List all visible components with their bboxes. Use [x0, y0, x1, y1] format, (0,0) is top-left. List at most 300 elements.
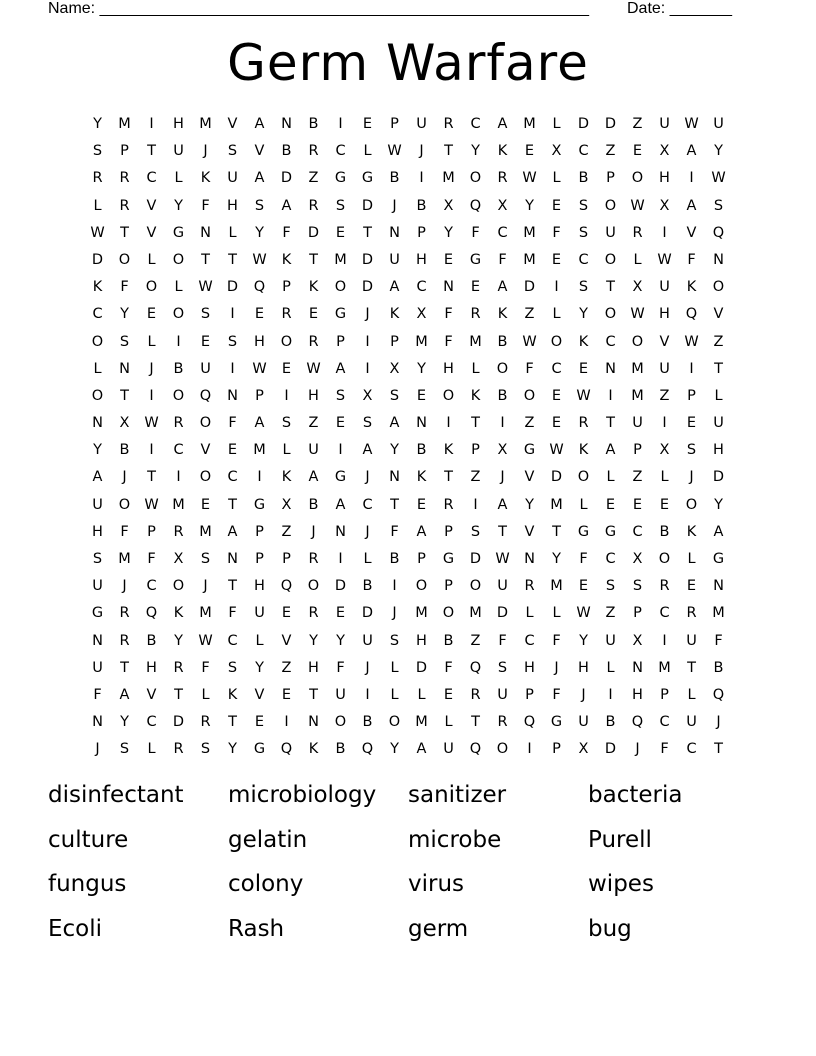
grid-letter[interactable]: H	[416, 251, 427, 268]
grid-letter[interactable]: D	[280, 170, 293, 187]
grid-letter[interactable]: A	[254, 170, 265, 187]
grid-letter[interactable]: Y	[714, 143, 723, 160]
grid-letter[interactable]: A	[281, 197, 292, 214]
grid-letter[interactable]: K	[578, 333, 589, 350]
grid-letter[interactable]: T	[147, 469, 156, 486]
grid-letter[interactable]: Q	[523, 714, 536, 731]
grid-letter[interactable]: E	[254, 306, 265, 323]
grid-letter[interactable]: C	[227, 632, 238, 649]
grid-letter[interactable]: R	[92, 170, 103, 187]
grid-letter[interactable]: N	[92, 632, 103, 649]
grid-letter[interactable]: A	[308, 469, 319, 486]
grid-letter[interactable]: P	[390, 116, 399, 132]
grid-letter[interactable]: H	[254, 578, 265, 595]
grid-letter[interactable]: M	[199, 605, 212, 622]
grid-letter[interactable]: Q	[469, 741, 482, 758]
grid-letter[interactable]: A	[254, 116, 265, 132]
grid-letter[interactable]: N	[335, 523, 346, 540]
grid-letter[interactable]: M	[442, 170, 455, 187]
grid-letter[interactable]: O	[604, 197, 617, 214]
grid-letter[interactable]: S	[119, 333, 130, 350]
grid-letter[interactable]: Y	[336, 632, 345, 649]
grid-letter[interactable]: C	[632, 523, 643, 540]
grid-letter[interactable]: R	[173, 741, 184, 758]
grid-letter[interactable]: G	[712, 551, 725, 567]
grid-letter[interactable]: F	[120, 279, 129, 296]
grid-letter[interactable]: T	[228, 251, 237, 268]
grid-letter[interactable]: T	[687, 659, 696, 676]
grid-letter[interactable]: D	[361, 279, 374, 296]
grid-letter[interactable]: U	[659, 116, 670, 132]
name-field-label[interactable]: Name: _______________________________________________________	[48, 0, 589, 17]
grid-letter[interactable]: O	[631, 333, 644, 350]
grid-letter[interactable]: E	[281, 605, 292, 622]
grid-letter[interactable]: A	[119, 686, 130, 703]
grid-letter[interactable]: L	[552, 116, 561, 132]
grid-letter[interactable]: E	[335, 415, 346, 432]
grid-letter[interactable]: A	[335, 360, 346, 377]
grid-letter[interactable]: E	[200, 496, 211, 513]
grid-letter[interactable]: U	[686, 632, 697, 649]
grid-letter[interactable]: L	[147, 251, 156, 268]
grid-letter[interactable]: G	[334, 170, 347, 187]
grid-letter[interactable]: E	[254, 714, 265, 731]
grid-letter[interactable]: E	[686, 415, 697, 432]
grid-letter[interactable]: I	[176, 333, 181, 350]
grid-letter[interactable]: U	[416, 116, 427, 132]
grid-letter[interactable]: R	[119, 605, 130, 622]
grid-letter[interactable]: F	[687, 251, 696, 268]
grid-letter[interactable]: P	[282, 551, 291, 567]
grid-letter[interactable]: A	[605, 442, 616, 459]
grid-letter[interactable]: V	[227, 116, 238, 132]
grid-letter[interactable]: Y	[525, 496, 534, 513]
grid-letter[interactable]: L	[282, 442, 291, 459]
grid-letter[interactable]: T	[606, 415, 615, 432]
grid-letter[interactable]: C	[524, 632, 535, 649]
grid-letter[interactable]: C	[146, 170, 157, 187]
grid-letter[interactable]: L	[147, 333, 156, 350]
grid-letter[interactable]: F	[579, 551, 588, 567]
grid-letter[interactable]: R	[443, 116, 454, 132]
grid-letter[interactable]: M	[253, 442, 266, 459]
grid-letter[interactable]: S	[227, 659, 238, 676]
grid-letter[interactable]: O	[658, 551, 671, 567]
grid-letter[interactable]: K	[416, 469, 427, 486]
grid-letter[interactable]: K	[173, 605, 184, 622]
grid-letter[interactable]: D	[604, 116, 617, 132]
grid-letter[interactable]: O	[604, 306, 617, 323]
grid-letter[interactable]: T	[390, 496, 399, 513]
grid-letter[interactable]: L	[552, 170, 561, 187]
grid-letter[interactable]: E	[578, 360, 589, 377]
grid-letter[interactable]: I	[176, 469, 181, 486]
grid-letter[interactable]: O	[199, 415, 212, 432]
grid-letter[interactable]: L	[687, 686, 696, 703]
grid-letter[interactable]: F	[444, 306, 453, 323]
grid-letter[interactable]: Z	[308, 170, 319, 187]
grid-letter[interactable]: X	[497, 442, 508, 459]
grid-letter[interactable]: Y	[120, 714, 129, 731]
grid-letter[interactable]: A	[335, 496, 346, 513]
grid-letter[interactable]: V	[254, 143, 265, 160]
grid-letter[interactable]: I	[338, 116, 343, 132]
grid-letter[interactable]: R	[632, 224, 643, 241]
grid-letter[interactable]: V	[200, 442, 211, 459]
grid-letter[interactable]: E	[605, 496, 616, 513]
grid-letter[interactable]: B	[389, 170, 400, 187]
grid-letter[interactable]: Y	[255, 659, 264, 676]
grid-letter[interactable]: O	[604, 251, 617, 268]
grid-letter[interactable]: Q	[280, 741, 293, 758]
grid-letter[interactable]: T	[309, 251, 318, 268]
grid-letter[interactable]: I	[662, 632, 667, 649]
grid-letter[interactable]: X	[551, 143, 562, 160]
grid-letter[interactable]: Y	[309, 632, 318, 649]
grid-letter[interactable]: I	[689, 360, 694, 377]
grid-letter[interactable]: N	[227, 551, 238, 567]
grid-letter[interactable]: S	[227, 333, 238, 350]
grid-letter[interactable]: E	[659, 496, 670, 513]
grid-letter[interactable]: I	[230, 360, 235, 377]
grid-letter[interactable]: B	[497, 333, 508, 350]
grid-letter[interactable]: P	[444, 578, 453, 595]
grid-letter[interactable]: A	[227, 523, 238, 540]
grid-letter[interactable]: I	[257, 469, 262, 486]
grid-letter[interactable]: M	[172, 496, 185, 513]
grid-letter[interactable]: Y	[714, 496, 723, 513]
grid-letter[interactable]: D	[523, 279, 536, 296]
grid-letter[interactable]: M	[199, 523, 212, 540]
grid-letter[interactable]: W	[576, 605, 591, 622]
grid-letter[interactable]: K	[227, 686, 238, 703]
grid-letter[interactable]: W	[630, 197, 645, 214]
grid-letter[interactable]: B	[335, 741, 346, 758]
grid-letter[interactable]: E	[524, 143, 535, 160]
grid-letter[interactable]: X	[632, 551, 643, 567]
grid-letter[interactable]: L	[147, 741, 156, 758]
grid-letter[interactable]: M	[658, 659, 671, 676]
grid-letter[interactable]: Q	[469, 659, 482, 676]
grid-letter[interactable]: A	[416, 523, 427, 540]
grid-letter[interactable]: I	[149, 387, 154, 404]
grid-letter[interactable]: E	[416, 496, 427, 513]
grid-letter[interactable]: J	[500, 469, 505, 486]
grid-letter[interactable]: K	[200, 170, 211, 187]
grid-letter[interactable]: J	[122, 469, 127, 486]
grid-letter[interactable]: N	[200, 224, 211, 241]
grid-letter[interactable]: J	[365, 659, 370, 676]
grid-letter[interactable]: E	[551, 197, 562, 214]
grid-letter[interactable]: O	[172, 387, 185, 404]
grid-letter[interactable]: Z	[632, 469, 643, 486]
grid-letter[interactable]: W	[144, 415, 159, 432]
grid-letter[interactable]: N	[92, 714, 103, 731]
grid-letter[interactable]: N	[308, 714, 319, 731]
grid-letter[interactable]: G	[334, 306, 347, 323]
grid-letter[interactable]: W	[90, 224, 105, 241]
grid-letter[interactable]: R	[308, 197, 319, 214]
grid-letter[interactable]: E	[308, 306, 319, 323]
grid-letter[interactable]: E	[227, 442, 238, 459]
grid-letter[interactable]: U	[578, 714, 589, 731]
grid-letter[interactable]: L	[633, 251, 642, 268]
grid-letter[interactable]: A	[713, 523, 724, 540]
grid-letter[interactable]: S	[389, 632, 400, 649]
grid-letter[interactable]: S	[92, 551, 103, 567]
grid-letter[interactable]: S	[578, 279, 589, 296]
grid-letter[interactable]: I	[338, 551, 343, 567]
grid-letter[interactable]: K	[281, 251, 292, 268]
grid-letter[interactable]: J	[365, 523, 370, 540]
grid-letter[interactable]: R	[497, 714, 508, 731]
grid-letter[interactable]: H	[173, 116, 184, 132]
grid-letter[interactable]: W	[684, 333, 699, 350]
grid-letter[interactable]: R	[308, 605, 319, 622]
grid-letter[interactable]: B	[119, 442, 130, 459]
grid-letter[interactable]: B	[362, 578, 373, 595]
grid-letter[interactable]: U	[254, 605, 265, 622]
grid-letter[interactable]: X	[281, 496, 292, 513]
grid-letter[interactable]: I	[608, 686, 613, 703]
grid-letter[interactable]: K	[686, 279, 697, 296]
grid-letter[interactable]: M	[469, 605, 482, 622]
grid-letter[interactable]: U	[713, 116, 724, 132]
grid-letter[interactable]: E	[335, 605, 346, 622]
grid-letter[interactable]: H	[713, 442, 724, 459]
grid-letter[interactable]: U	[497, 578, 508, 595]
grid-letter[interactable]: T	[606, 279, 615, 296]
grid-letter[interactable]: S	[686, 442, 697, 459]
grid-letter[interactable]: O	[496, 741, 509, 758]
grid-letter[interactable]: J	[122, 578, 127, 595]
grid-letter[interactable]: Q	[469, 197, 482, 214]
grid-letter[interactable]: X	[632, 279, 643, 296]
grid-letter[interactable]: W	[252, 360, 267, 377]
grid-letter[interactable]: J	[365, 469, 370, 486]
grid-letter[interactable]: V	[146, 224, 157, 241]
grid-letter[interactable]: C	[659, 714, 670, 731]
grid-letter[interactable]: L	[93, 360, 102, 377]
grid-letter[interactable]: T	[228, 714, 237, 731]
grid-letter[interactable]: I	[689, 170, 694, 187]
grid-letter[interactable]: R	[200, 714, 211, 731]
grid-letter[interactable]: F	[201, 197, 210, 214]
grid-letter[interactable]: T	[201, 251, 210, 268]
grid-letter[interactable]: B	[713, 659, 724, 676]
grid-letter[interactable]: M	[118, 116, 131, 132]
grid-letter[interactable]: C	[578, 251, 589, 268]
grid-letter[interactable]: O	[199, 469, 212, 486]
grid-letter[interactable]: B	[416, 197, 427, 214]
grid-letter[interactable]: E	[578, 578, 589, 595]
grid-letter[interactable]: R	[281, 306, 292, 323]
grid-letter[interactable]: D	[550, 469, 563, 486]
grid-letter[interactable]: C	[146, 578, 157, 595]
grid-letter[interactable]: V	[146, 197, 157, 214]
grid-letter[interactable]: O	[172, 251, 185, 268]
grid-letter[interactable]: O	[442, 387, 455, 404]
grid-letter[interactable]: A	[389, 415, 400, 432]
grid-letter[interactable]: F	[552, 686, 561, 703]
grid-letter[interactable]: C	[659, 605, 670, 622]
grid-letter[interactable]: Y	[579, 306, 588, 323]
grid-letter[interactable]: Y	[390, 442, 399, 459]
grid-letter[interactable]: L	[552, 306, 561, 323]
grid-letter[interactable]: L	[606, 469, 615, 486]
grid-letter[interactable]: U	[443, 741, 454, 758]
grid-letter[interactable]: O	[415, 578, 428, 595]
grid-letter[interactable]: Z	[632, 116, 643, 132]
grid-letter[interactable]: G	[604, 523, 617, 540]
grid-letter[interactable]: G	[172, 224, 185, 241]
grid-letter[interactable]: K	[308, 279, 319, 296]
grid-letter[interactable]: M	[415, 333, 428, 350]
grid-letter[interactable]: P	[606, 170, 615, 187]
grid-letter[interactable]: U	[659, 360, 670, 377]
grid-letter[interactable]: J	[716, 714, 721, 731]
grid-letter[interactable]: Y	[93, 442, 102, 459]
grid-letter[interactable]: E	[443, 251, 454, 268]
grid-letter[interactable]: S	[632, 578, 643, 595]
grid-letter[interactable]: E	[281, 360, 292, 377]
grid-letter[interactable]: F	[714, 632, 723, 649]
grid-letter[interactable]: G	[523, 442, 536, 459]
grid-letter[interactable]: G	[442, 551, 455, 567]
grid-letter[interactable]: Z	[659, 387, 670, 404]
grid-letter[interactable]: U	[605, 224, 616, 241]
grid-letter[interactable]: L	[228, 224, 237, 241]
grid-letter[interactable]: X	[497, 197, 508, 214]
grid-letter[interactable]: J	[311, 523, 316, 540]
grid-letter[interactable]: Q	[631, 714, 644, 731]
grid-letter[interactable]: L	[363, 551, 372, 567]
grid-letter[interactable]: A	[92, 469, 103, 486]
grid-letter[interactable]: R	[659, 578, 670, 595]
grid-letter[interactable]: N	[389, 469, 400, 486]
grid-letter[interactable]: M	[523, 224, 536, 241]
grid-letter[interactable]: S	[200, 551, 211, 567]
grid-letter[interactable]: E	[443, 686, 454, 703]
grid-letter[interactable]: H	[227, 197, 238, 214]
grid-letter[interactable]: R	[686, 605, 697, 622]
grid-letter[interactable]: U	[173, 143, 184, 160]
grid-letter[interactable]: W	[684, 116, 699, 132]
grid-letter[interactable]: V	[713, 306, 724, 323]
grid-letter[interactable]: C	[605, 551, 616, 567]
grid-letter[interactable]: Q	[361, 741, 374, 758]
grid-letter[interactable]: C	[362, 496, 373, 513]
grid-letter[interactable]: L	[714, 387, 723, 404]
grid-letter[interactable]: I	[230, 306, 235, 323]
grid-letter[interactable]: O	[334, 714, 347, 731]
grid-letter[interactable]: E	[632, 143, 643, 160]
grid-letter[interactable]: O	[307, 578, 320, 595]
grid-letter[interactable]: G	[550, 714, 563, 731]
grid-letter[interactable]: Y	[444, 224, 453, 241]
grid-letter[interactable]: O	[145, 279, 158, 296]
grid-letter[interactable]: I	[392, 578, 397, 595]
grid-letter[interactable]: B	[308, 116, 319, 132]
grid-letter[interactable]: U	[92, 659, 103, 676]
grid-letter[interactable]: S	[200, 306, 211, 323]
grid-letter[interactable]: C	[416, 279, 427, 296]
grid-letter[interactable]: N	[443, 279, 454, 296]
grid-letter[interactable]: W	[198, 632, 213, 649]
grid-letter[interactable]: J	[635, 741, 640, 758]
grid-letter[interactable]: C	[146, 714, 157, 731]
grid-letter[interactable]: X	[659, 197, 670, 214]
grid-letter[interactable]: W	[522, 170, 537, 187]
grid-letter[interactable]: P	[390, 333, 399, 350]
grid-letter[interactable]: T	[120, 387, 129, 404]
grid-letter[interactable]: G	[361, 170, 374, 187]
grid-letter[interactable]: A	[254, 415, 265, 432]
grid-letter[interactable]: C	[470, 116, 481, 132]
grid-letter[interactable]: U	[389, 251, 400, 268]
grid-letter[interactable]: M	[415, 605, 428, 622]
grid-letter[interactable]: W	[144, 496, 159, 513]
grid-letter[interactable]: P	[336, 333, 345, 350]
grid-letter[interactable]: A	[686, 143, 697, 160]
grid-letter[interactable]: X	[389, 360, 400, 377]
grid-letter[interactable]: I	[149, 442, 154, 459]
grid-letter[interactable]: A	[416, 741, 427, 758]
grid-letter[interactable]: H	[416, 632, 427, 649]
grid-letter[interactable]: F	[390, 523, 399, 540]
grid-letter[interactable]: P	[147, 523, 156, 540]
grid-letter[interactable]: M	[469, 333, 482, 350]
grid-letter[interactable]: L	[444, 714, 453, 731]
grid-letter[interactable]: I	[446, 415, 451, 432]
grid-letter[interactable]: I	[527, 741, 532, 758]
grid-letter[interactable]: A	[362, 442, 373, 459]
grid-letter[interactable]: Y	[174, 197, 183, 214]
grid-letter[interactable]: S	[389, 387, 400, 404]
grid-letter[interactable]: S	[713, 197, 724, 214]
grid-letter[interactable]: Q	[145, 605, 158, 622]
grid-letter[interactable]: M	[631, 360, 644, 377]
grid-letter[interactable]: D	[172, 714, 185, 731]
grid-letter[interactable]: H	[578, 659, 589, 676]
grid-letter[interactable]: A	[497, 116, 508, 132]
grid-letter[interactable]: F	[120, 523, 129, 540]
grid-letter[interactable]: Y	[120, 306, 129, 323]
grid-letter[interactable]: P	[633, 442, 642, 459]
grid-letter[interactable]: O	[118, 251, 131, 268]
grid-letter[interactable]: E	[416, 387, 427, 404]
grid-letter[interactable]: Q	[199, 387, 212, 404]
grid-letter[interactable]: U	[227, 170, 238, 187]
grid-letter[interactable]: Z	[605, 143, 616, 160]
grid-letter[interactable]: S	[227, 143, 238, 160]
grid-letter[interactable]: C	[686, 741, 697, 758]
grid-letter[interactable]: O	[91, 333, 104, 350]
grid-letter[interactable]: C	[497, 224, 508, 241]
grid-letter[interactable]: P	[255, 551, 264, 567]
grid-letter[interactable]: V	[524, 523, 535, 540]
grid-letter[interactable]: U	[92, 496, 103, 513]
grid-letter[interactable]: L	[525, 605, 534, 622]
grid-letter[interactable]: P	[282, 279, 291, 296]
grid-letter[interactable]: H	[308, 387, 319, 404]
grid-letter[interactable]: Z	[470, 469, 481, 486]
grid-letter[interactable]: B	[578, 170, 589, 187]
grid-letter[interactable]: P	[255, 387, 264, 404]
grid-letter[interactable]: O	[469, 170, 482, 187]
grid-letter[interactable]: Y	[390, 741, 399, 758]
grid-letter[interactable]: N	[416, 415, 427, 432]
